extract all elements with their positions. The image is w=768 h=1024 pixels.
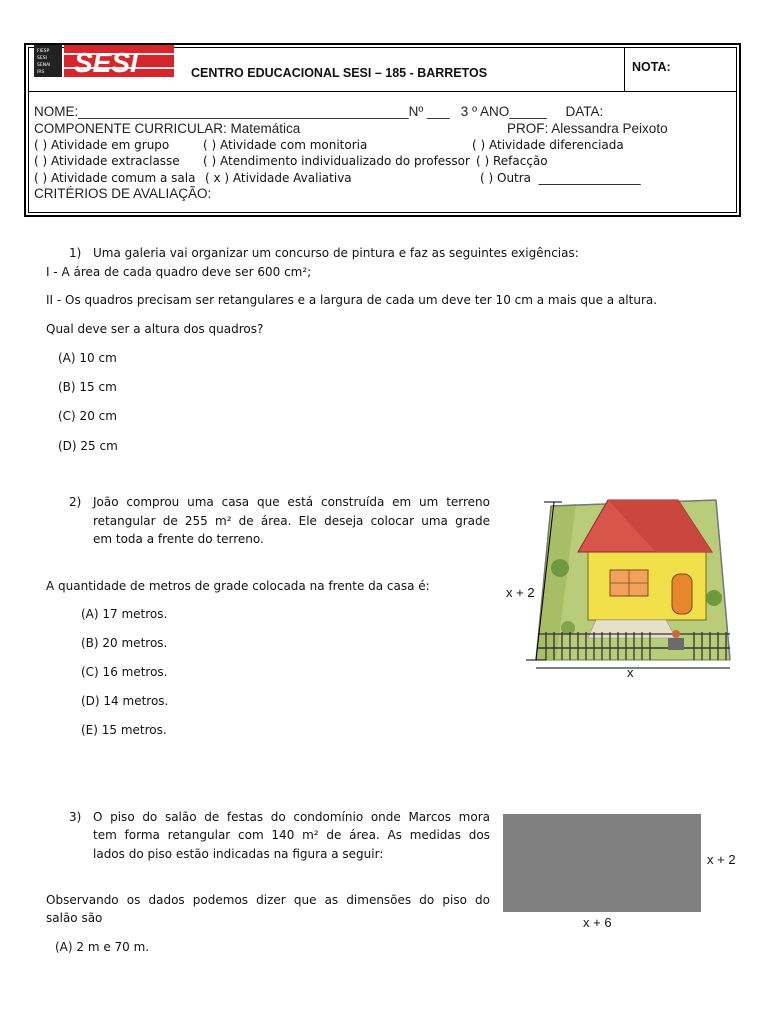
- teacher-label: PROF: Alessandra Peixoto: [507, 121, 668, 136]
- option-differentiated: ( ) Atividade diferenciada: [472, 138, 624, 152]
- option-evaluative: ( x ) Atividade Avaliativa: [205, 171, 352, 185]
- house-side-label: x + 2: [506, 585, 535, 600]
- q3-stem-line-2: tem forma retangular com 140 m² de área. As medidas dos: [93, 828, 490, 842]
- q2-stem-line-3: em toda a frente do terreno.: [93, 532, 264, 546]
- option-group-activity: ( ) Atividade em grupo: [34, 138, 170, 152]
- q2-question: A quantidade de metros de grade colocada na frente da casa é:: [46, 579, 430, 593]
- q2-option-c: (C) 16 metros.: [81, 665, 168, 679]
- q3-question-line-1: Observando os dados podemos dizer que as dimensões do piso do: [46, 893, 490, 907]
- q1-requirement-2: II - Os quadros precisam ser retangulares e a largura de cada um deve ter 10 cm a mais que a altura.: [46, 293, 658, 307]
- q2-option-d: (D) 14 metros.: [81, 694, 169, 708]
- option-other: ( ) Outra _________________: [480, 171, 641, 185]
- option-individual: ( ) Atendimento individualizado do professor: [203, 154, 470, 168]
- q3-option-a: (A) 2 m e 70 m.: [55, 940, 150, 954]
- criteria-label: CRITÉRIOS DE AVALIAÇÃO:: [34, 186, 212, 201]
- nota-divider: [624, 47, 625, 91]
- floor-bottom-label: x + 6: [583, 915, 612, 930]
- school-name: CENTRO EDUCACIONAL SESI – 185 - BARRETOS: [191, 66, 488, 80]
- logo-small-4: IRS: [37, 70, 45, 75]
- logo-text: SESI: [74, 47, 138, 77]
- header-divider: [28, 91, 737, 92]
- house-bottom-label: x: [627, 665, 634, 680]
- q1-requirement-1: I - A área de cada quadro deve ser 600 cm²;: [46, 265, 312, 279]
- q2-stem-line-1: João comprou uma casa que está construída em um terreno: [93, 495, 490, 509]
- q1-question: Qual deve ser a altura dos quadros?: [46, 322, 264, 336]
- option-monitoring: ( ) Atividade com monitoria: [203, 138, 368, 152]
- sesi-logo: [34, 45, 174, 77]
- q2-number: 2): [69, 495, 82, 509]
- floor-rectangle: [503, 814, 701, 912]
- nota-label: NOTA:: [632, 60, 671, 74]
- q2-option-e: (E) 15 metros.: [81, 723, 167, 737]
- q1-option-d: (D) 25 cm: [58, 439, 118, 453]
- option-common: ( ) Atividade comum a sala: [34, 171, 196, 185]
- floor-side-label: x + 2: [707, 852, 736, 867]
- q1-option-a: (A) 10 cm: [58, 351, 117, 365]
- logo-small-3: SENAI: [37, 63, 51, 68]
- logo-small-1: FIESP: [37, 49, 50, 54]
- q1-number: 1): [69, 246, 82, 260]
- q2-stem-line-2: retangular de 255 m² de área. Ele deseja colocar uma grade: [93, 514, 490, 528]
- q2-option-b: (B) 20 metros.: [81, 636, 168, 650]
- house-illustration: [516, 488, 740, 684]
- student-info-row: NOME:____________________________________________Nº ___ 3 º ANO_____ DATA:: [34, 104, 604, 119]
- q1-stem: Uma galeria vai organizar um concurso de pintura e faz as seguintes exigências:: [93, 246, 579, 260]
- q1-option-b: (B) 15 cm: [58, 380, 117, 394]
- q3-question-line-2: salão são: [46, 911, 103, 925]
- q3-stem-line-1: O piso do salão de festas do condomínio onde Marcos mora: [93, 810, 490, 824]
- q2-option-a: (A) 17 metros.: [81, 607, 168, 621]
- q3-number: 3): [69, 810, 82, 824]
- q3-stem-line-3: lados do piso estão indicadas na figura a seguir:: [93, 847, 384, 861]
- subject-label: COMPONENTE CURRICULAR: Matemática: [34, 121, 301, 136]
- logo-small-2: SESI: [37, 56, 47, 61]
- option-extraclass: ( ) Atividade extraclasse: [34, 154, 180, 168]
- q1-option-c: (C) 20 cm: [58, 409, 117, 423]
- option-redo: ( ) Refacção: [476, 154, 548, 168]
